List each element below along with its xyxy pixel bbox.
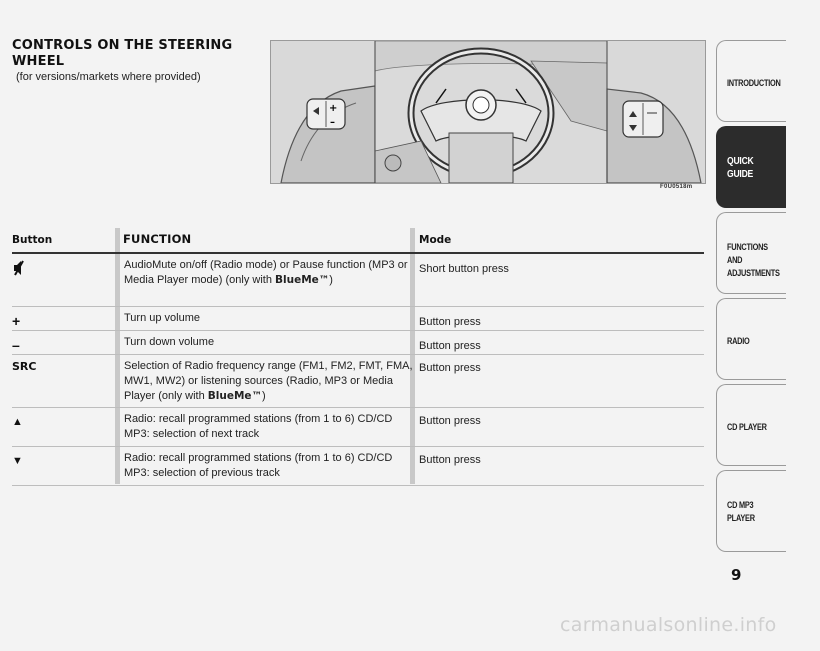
dashboard-center xyxy=(375,41,607,183)
table-row xyxy=(12,331,704,355)
tab-functions-and-adjustments[interactable]: FUNCTIONS AND ADJUSTMENTS xyxy=(716,212,786,294)
mode-cell: Button press xyxy=(419,340,481,352)
function-cell: Radio: recall programmed stations (from 1 to 6) CD/CD MP3: selection of next track xyxy=(124,413,393,440)
mode-cell: Button press xyxy=(419,415,481,427)
figure-code: F0U0518m xyxy=(660,184,693,190)
function-cell: Radio: recall programmed stations (from 1 to 6) CD/CD MP3: selection of previous track xyxy=(124,452,393,479)
minus-button-symbol: – xyxy=(12,337,20,353)
tab-introduction[interactable]: INTRODUCTION xyxy=(716,40,786,122)
function-cell: Selection of Radio frequency range (FM1, FM2, FMT, FMA, MW1, MW2) or listening sources (Radio, MP3 or Media Player (only with BlueMe™) xyxy=(124,360,413,402)
header-button: Button xyxy=(12,234,53,246)
header-function: FUNCTION xyxy=(123,232,192,246)
arrow-down-icon: ▼ xyxy=(12,455,23,467)
tab-quick-guide[interactable]: QUICK GUIDE xyxy=(716,126,786,208)
chapter-tabs xyxy=(716,40,786,556)
arrow-up-icon: ▲ xyxy=(12,416,23,428)
function-cell: Turn up volume xyxy=(124,312,201,324)
left-controls-inset xyxy=(271,41,375,183)
table-header xyxy=(12,228,704,254)
table-row xyxy=(12,447,704,486)
tab-cd-mp3-player[interactable]: CD MP3 PLAYER xyxy=(716,470,786,552)
steering-wheel-illustration xyxy=(270,40,706,184)
header-mode: Mode xyxy=(419,234,452,246)
table-row xyxy=(12,355,704,408)
function-cell: Turn down volume xyxy=(124,336,215,348)
mode-cell: Short button press xyxy=(419,263,509,275)
watermark: carmanualsonline.info xyxy=(560,614,777,636)
mode-cell: Button press xyxy=(419,316,481,328)
controls-table xyxy=(12,228,704,486)
svg-text:–: – xyxy=(330,117,335,128)
tab-radio[interactable]: RADIO xyxy=(716,298,786,380)
mode-cell: Button press xyxy=(419,362,481,374)
mode-cell: Button press xyxy=(419,454,481,466)
table-row xyxy=(12,307,704,331)
tab-cd-player[interactable]: CD PLAYER xyxy=(716,384,786,466)
page-number: 9 xyxy=(731,566,742,584)
section-heading xyxy=(12,38,262,85)
table-row xyxy=(12,254,704,307)
mute-icon xyxy=(12,260,26,279)
function-cell: AudioMute on/off (Radio mode) or Pause function (MP3 or Media Player mode) (only with BlueMe™) xyxy=(124,259,408,286)
page-subtitle: (for versions/markets where provided) xyxy=(16,71,201,83)
page-title: CONTROLS ON THE STEERING WHEEL xyxy=(12,38,233,69)
svg-text:+: + xyxy=(329,103,338,114)
plus-button-symbol: + xyxy=(12,313,21,329)
table-row xyxy=(12,408,704,447)
right-controls-inset xyxy=(607,41,705,183)
src-button-label: SRC xyxy=(12,360,37,373)
